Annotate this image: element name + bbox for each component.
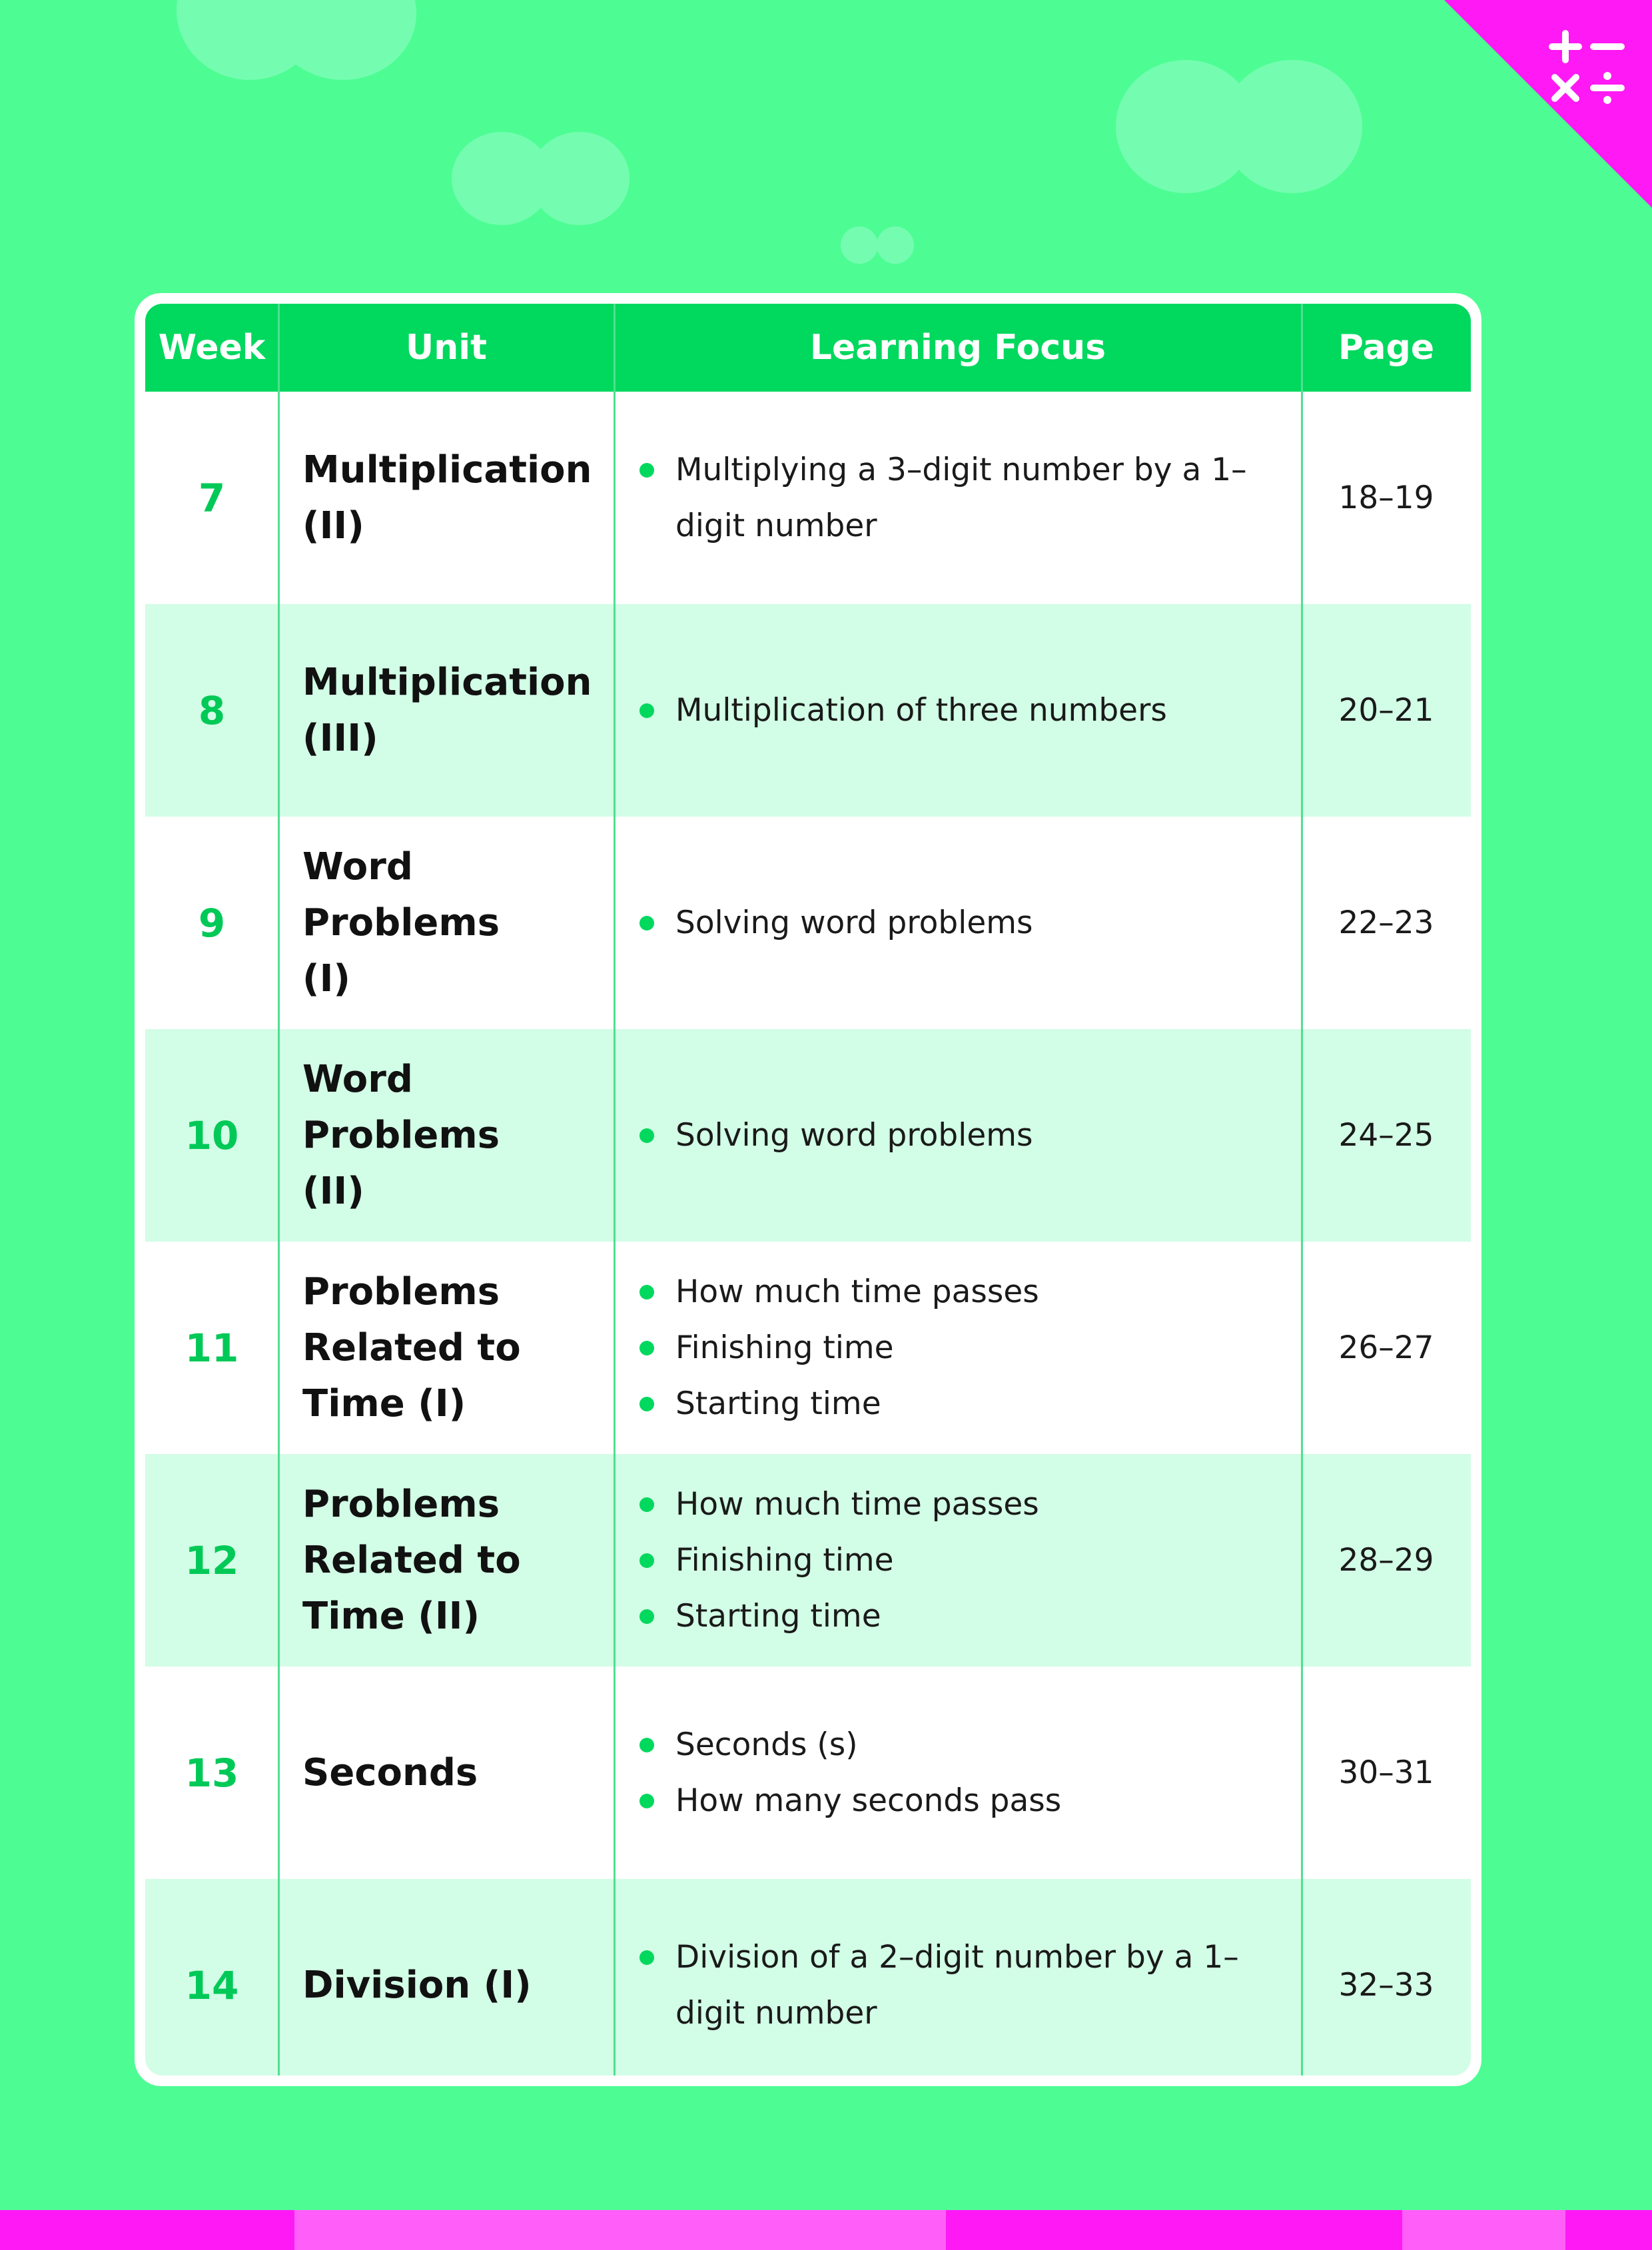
page-range: 22–23 [1338, 905, 1434, 941]
table-row [145, 1029, 1471, 1242]
unit-name [278, 1667, 614, 1879]
focus-item: Starting time [637, 1589, 1039, 1645]
cloud-decoration [530, 132, 629, 225]
table-row [145, 392, 1471, 604]
learning-focus [614, 817, 1302, 1029]
bottom-strip-segment [294, 2210, 946, 2250]
unit-name-line: Time (II) [302, 1594, 480, 1638]
unit-name-line: Word Problems [302, 845, 500, 944]
unit-name-line: (II) [302, 504, 364, 548]
unit-name [278, 817, 614, 1029]
focus-item: How much time passes [637, 1264, 1039, 1320]
cloud-decoration [1222, 60, 1362, 193]
week-number: 7 [198, 475, 226, 521]
unit-name [278, 1029, 614, 1242]
unit-name-line: (I) [302, 956, 351, 1000]
schedule-table [145, 304, 1471, 2075]
focus-item: Solving word problems [637, 1108, 1033, 1164]
page-range: 30–31 [1338, 1754, 1434, 1791]
week-number: 12 [185, 1537, 239, 1583]
table-row [145, 1879, 1471, 2075]
table-row [145, 1242, 1471, 1454]
unit-name-line: Time (I) [302, 1381, 466, 1425]
week-number: 9 [198, 900, 226, 946]
table-row [145, 1454, 1471, 1667]
focus-item: Finishing time [637, 1533, 1039, 1589]
focus-item: Solving word problems [637, 895, 1033, 951]
column-divider [1301, 304, 1303, 2075]
focus-item: Multiplication of three numbers [637, 683, 1167, 739]
bottom-strip-segment [946, 2210, 1402, 2250]
cloud-decoration [270, 0, 416, 80]
header-unit: Unit [406, 328, 487, 368]
unit-name-line: (II) [302, 1169, 364, 1213]
focus-item: Division of a 2–digit number by a 1–digit number [637, 1930, 1275, 2042]
page-range: 24–25 [1338, 1117, 1434, 1154]
unit-name-line: Related to [302, 1325, 521, 1369]
page-range: 32–33 [1338, 1967, 1434, 2004]
unit-name-line: Multiplication [302, 448, 592, 492]
focus-item: Starting time [637, 1376, 1039, 1432]
learning-focus [614, 392, 1302, 604]
unit-name [278, 1879, 614, 2075]
unit-name [278, 392, 614, 604]
header-learning-focus: Learning Focus [809, 328, 1106, 368]
week-number: 10 [185, 1112, 239, 1158]
math-operations-icon [1547, 28, 1627, 108]
page-range: 28–29 [1338, 1542, 1434, 1579]
focus-item: Multiplying a 3–digit number by a 1–digit number [637, 442, 1275, 554]
table-row [145, 604, 1471, 817]
column-divider [278, 304, 280, 2075]
learning-focus [614, 1454, 1302, 1667]
header-page: Page [1338, 328, 1435, 368]
bottom-strip-segment [1565, 2210, 1652, 2250]
unit-name-line: Seconds [302, 1750, 478, 1794]
unit-name-line: Division (I) [302, 1963, 532, 2007]
table-row [145, 817, 1471, 1029]
unit-name-line: Related to [302, 1538, 521, 1582]
unit-name [278, 604, 614, 817]
learning-focus [614, 604, 1302, 817]
schedule-card [135, 293, 1481, 2086]
week-number: 13 [185, 1750, 239, 1796]
week-number: 14 [185, 1962, 239, 2008]
focus-item: Finishing time [637, 1320, 1039, 1376]
unit-name-line: Problems [302, 1270, 500, 1313]
unit-name-line: Word Problems [302, 1057, 500, 1157]
unit-name [278, 1242, 614, 1454]
learning-focus [614, 1242, 1302, 1454]
cloud-decoration [877, 226, 914, 264]
bottom-strip-segment [1402, 2210, 1565, 2250]
focus-item: How much time passes [637, 1477, 1039, 1533]
unit-name-line: (III) [302, 716, 378, 760]
week-number: 11 [185, 1325, 239, 1371]
focus-item: How many seconds pass [637, 1773, 1061, 1829]
page-range: 18–19 [1338, 480, 1434, 516]
bottom-strip-segment [0, 2210, 294, 2250]
unit-name-line: Multiplication [302, 660, 592, 704]
page-range: 20–21 [1338, 692, 1434, 729]
unit-name [278, 1454, 614, 1667]
bottom-strip [0, 2210, 1652, 2250]
table-row [145, 1667, 1471, 1879]
unit-name-line: Problems [302, 1482, 500, 1526]
learning-focus [614, 1667, 1302, 1879]
cloud-decoration [841, 226, 878, 264]
learning-focus [614, 1879, 1302, 2075]
column-divider [614, 304, 616, 2075]
table-header [145, 304, 1471, 392]
learning-focus [614, 1029, 1302, 1242]
focus-item: Seconds (s) [637, 1717, 1061, 1773]
page-range: 26–27 [1338, 1329, 1434, 1366]
header-week: Week [158, 328, 266, 368]
week-number: 8 [198, 687, 226, 733]
